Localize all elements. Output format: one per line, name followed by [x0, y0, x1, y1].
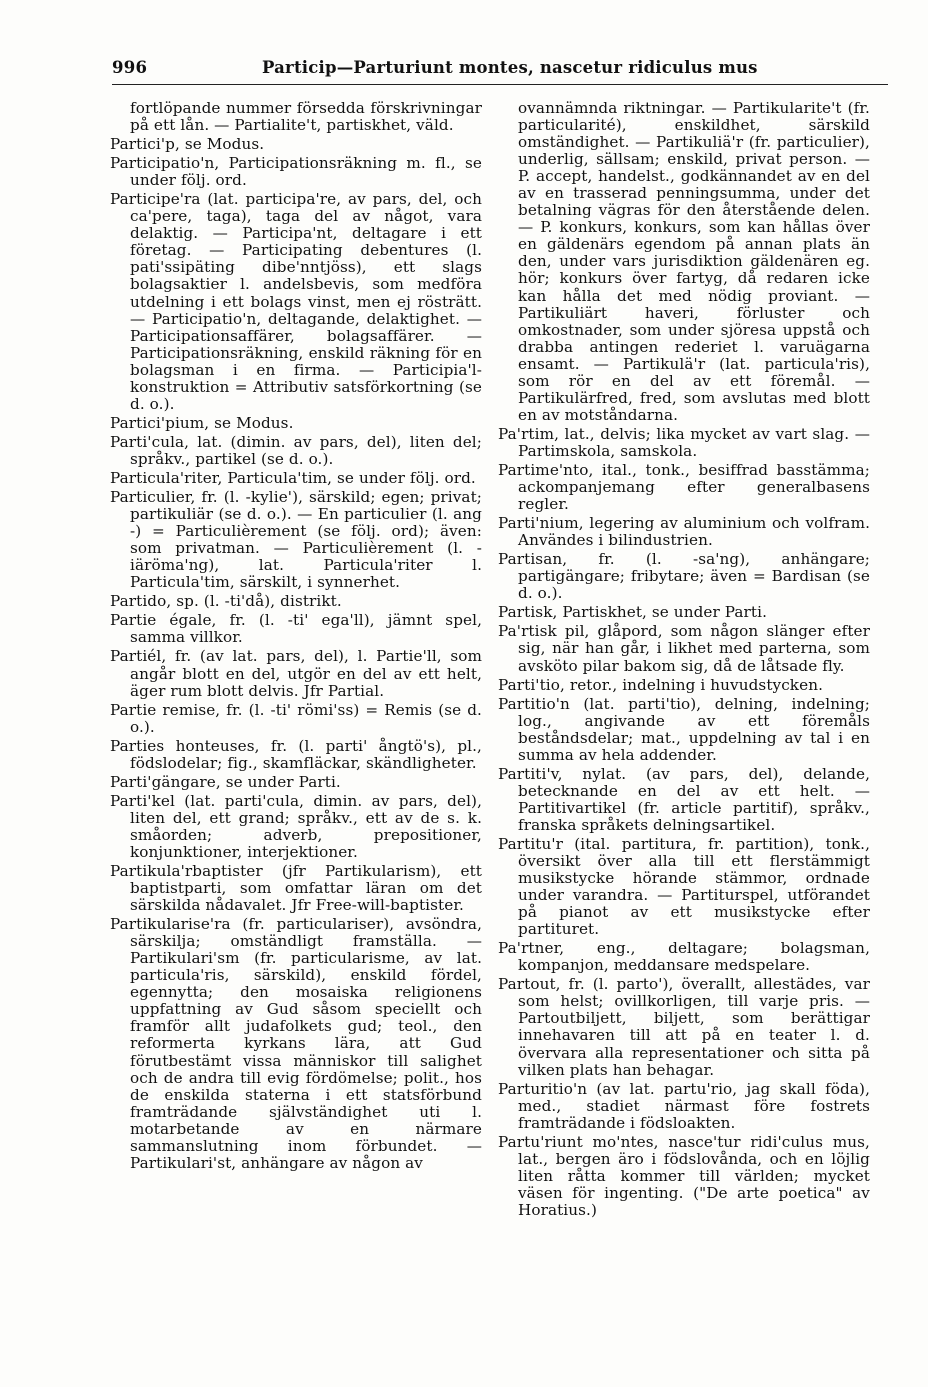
dictionary-entry: Parti'nium, legering av aluminium och volfram. Användes i bilindustrien. — [498, 514, 870, 550]
dictionary-entry: Partie remise, fr. (l. -ti' römi'ss) = Remis (se d. o.). — [110, 700, 482, 736]
dictionary-entry: Partiél, fr. (av lat. pars, del), l. Partie'll, som angår blott en del, utgör en del av ett helt, äger rum blott delvis. Jfr Partial. — [110, 647, 482, 700]
dictionary-entry: Parti'kel (lat. parti'cula, dimin. av pars, del), liten del, ett grand; språkv., ett av de s. k. småorden; adverb, prepositioner, konjunktioner, interjektioner. — [110, 791, 482, 861]
dictionary-entry: Partikularise'ra (fr. particulariser), avsöndra, särskilja; omständligt framställa. — Partikulari'sm (fr. particularisme, av lat. particula'ris, särskild), enskild fördel, egennytta; den mosaiska religionens uppfattning av Gud såsom speciellt och framför allt judafolkets gud; teol., den reformerta kyrkans lära, att Gud förutbestämt vissa människor till salighet och de andra till evig fördömelse; polit., hos de enskilda staterna i ett statsförbund framträdande självständighet uti l. motarbetande av en närmare sammanslutning inom förbundet. — Partikulari'st, anhängare av någon av — [110, 915, 482, 1172]
dictionary-entry: Partu'riunt mo'ntes, nasce'tur ridi'culus mus, lat., bergen äro i födslovånda, och en löjlig liten råtta kommer till världen; mycket väsen för ingenting. ("De arte poetica" av Horatius.) — [498, 1132, 870, 1219]
dictionary-entry: Partie égale, fr. (l. -ti' ega'll), jämnt spel, samma villkor. — [110, 611, 482, 647]
dictionary-entry: Parti'tio, retor., indelning i huvudstycken. — [498, 675, 824, 694]
dictionary-entry: Partido, sp. (l. -ti'då), distrikt. — [110, 592, 342, 611]
dictionary-entry: Pa'rtner, eng., deltagare; bolagsman, kompanjon, meddansare medspelare. — [498, 939, 870, 975]
dictionary-entry: Partitio'n (lat. parti'tio), delning, indelning; log., angivande av ett föremåls beståndsdelar; mat., uppdelning av tal i en summa av hela addender. — [498, 694, 870, 764]
dictionary-entry: Participe'ra (lat. participa're, av pars, del, och ca'pere, taga), taga del av något, vara delaktig. — Participa'nt, deltagare i ett företag. — Participating debentures (l. pati'ssipäting dibe'nntjöss), ett slags bolagsaktier l. andelsbevis, som medföra utdelning i ett bolags vinst, men ej rösträtt. — Participatio'n, deltagande, delaktighet. — Participationsaffärer, bolagsaffärer. — Participationsräkning, enskild räkning för en bolagsman i en firma. — Participia'l-konstruktion = Attributiv satsförkortning (se d. o.). — [110, 190, 482, 413]
page-header — [112, 56, 888, 84]
left-column — [110, 100, 482, 1174]
page-number: 996 — [112, 58, 148, 77]
header-rule — [112, 84, 888, 85]
dictionary-entry: Partime'nto, ital., tonk., besiffrad basstämma; ackompanjemang efter generalbasens regler. — [498, 460, 870, 514]
dictionary-entry: Pa'rtisk pil, glåpord, som någon slänger efter sig, när han går, i likhet med parterna, som avsköto pilar bakom sig, då de låtsade fly. — [498, 622, 870, 675]
dictionary-entry: Particulier, fr. (l. -kylie'), särskild; egen; privat; partikuliär (se d. o.). — En particulier (l. ang -) = Particulièrement (se följ. ord); även: som privatman. — Particulièrement (l. -iäröma'ng), lat. Particula'riter l. Particula'tim, särskilt, i synnerhet. — [110, 488, 482, 592]
dictionary-entry: Partout, fr. (l. parto'), överallt, allestädes, var som helst; ovillkorligen, till varje pris. — Partoutbiljett, biljett, som berättigar innehavaren till att på en teater l. d. övervara alla representationer och sitta på vilken plats han behagar. — [498, 975, 870, 1079]
dictionary-entry: Particula'riter, Particula'tim, se under följ. ord. — [110, 468, 476, 487]
dictionary-entry: Pa'rtim, lat., delvis; lika mycket av vart slag. — Partimskola, samskola. — [498, 424, 870, 460]
dictionary-entry: Parties honteuses, fr. (l. parti' ångtö's), pl., födslodelar; fig., skamfläckar, skändligheter. — [110, 736, 482, 772]
dictionary-entry: Partiti'v, nylat. (av pars, del), delande, betecknande en del av ett helt. — Partitivartikel (fr. article partitif), språkv., franska språkets delningsartikel. — [498, 764, 870, 834]
dictionary-entry: Partici'p, se Modus. — [110, 135, 265, 154]
running-title: Particip—Parturiunt montes, nascetur ridiculus mus — [262, 58, 758, 77]
dictionary-entry: Partikula'rbaptister (jfr Partikularism), ett baptistparti, som omfattar läran om det särskilda nådavalet. Jfr Free-will-baptister. — [110, 862, 482, 915]
dictionary-entry: Partisan, fr. (l. -sa'ng), anhängare; partigängare; fribytare; även = Bardisan (se d. o.). — [498, 550, 870, 603]
dictionary-entry: fortlöpande nummer försedda förskrivningar på ett lån. — Partialite't, partiskhet, väld. — [130, 99, 482, 135]
dictionary-entry: Partisk, Partiskhet, se under Parti. — [498, 603, 768, 622]
dictionary-entry: Parti'cula, lat. (dimin. av pars, del), liten del; språkv., partikel (se d. o.). — [110, 432, 482, 468]
dictionary-entry: ovannämnda riktningar. — Partikularite't (fr. particularité), enskildhet, särskild omständighet. — Partikuliä'r (fr. particulier), underlig, sällsam; enskild, privat person. — P. accept, handelst., godkännandet av en del av en trasserad penningsumma, under det betalning vägras för den återstående delen. — P. konkurs, konkurs, som kan hållas över en gäldenärs egendom på annan plats än den, under vars jurisdiktion gäldenären eg. hör; konkurs över fartyg, då redaren icke kan hålla det med nödig proviant. — Partikuliärt haveri, förluster och omkostnader, som under sjöresa uppstå och drabba antingen rederiet l. varuägarna ensamt. — Partikulä'r (lat. particula'ris), som rör en del av ett föremål. — Partikulärfred, fred, som avslutas med blott en av motståndarna. — [518, 99, 870, 424]
dictionary-entry: Partitu'r (ital. partitura, fr. partition), tonk., översikt över alla till ett flerstämmigt musikstycke hörande stämmor, ordnade under varandra. — Partiturspel, utförandet på pianot av ett musikstycke efter partituret. — [498, 834, 870, 939]
dictionary-entry: Parti'gängare, se under Parti. — [110, 772, 341, 791]
dictionary-entry: Participatio'n, Participationsräkning m. fl., se under följ. ord. — [110, 154, 482, 190]
dictionary-entry: Parturitio'n (av lat. partu'rio, jag skall föda), med., stadiet närmast före fostrets framträdande i födsloakten. — [498, 1079, 870, 1132]
right-column — [498, 100, 870, 1221]
dictionary-entry: Partici'pium, se Modus. — [110, 413, 294, 432]
